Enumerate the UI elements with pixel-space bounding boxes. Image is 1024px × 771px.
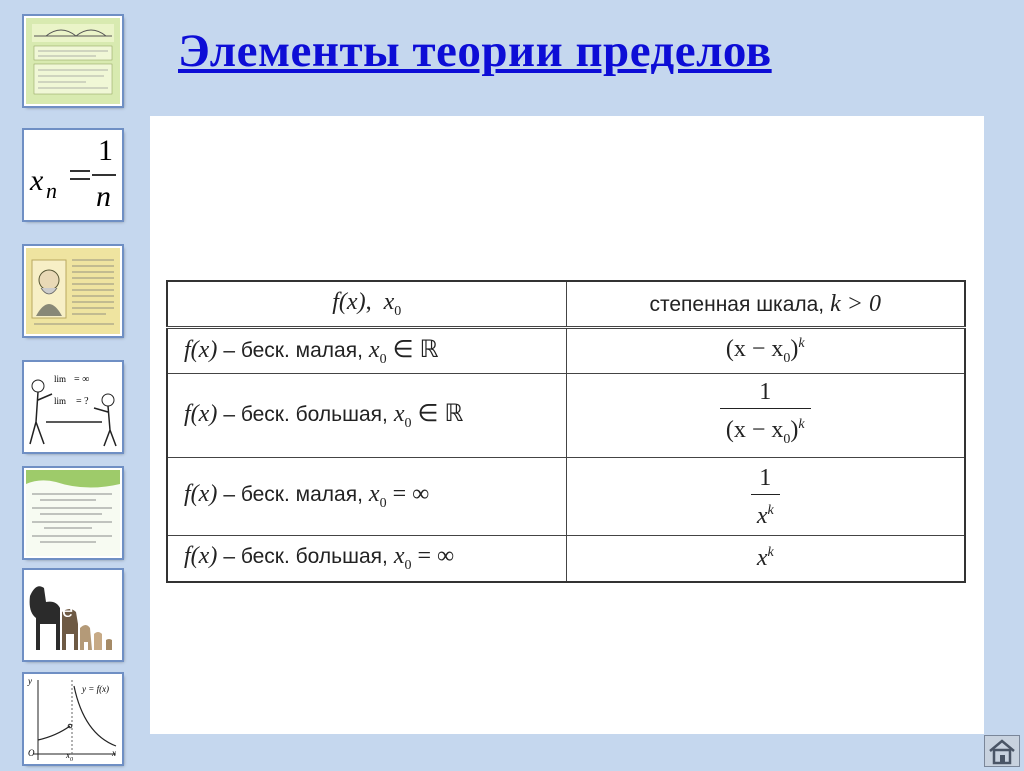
row3-right xyxy=(566,458,965,536)
formula-x: x xyxy=(30,164,44,197)
row2-den-close: ) xyxy=(790,416,799,443)
portrait-illustration xyxy=(26,248,120,334)
row3-fraction xyxy=(751,462,780,532)
row2-numerator: 1 xyxy=(720,376,811,409)
row1-point: x xyxy=(368,336,380,363)
row4-point: x xyxy=(393,542,405,569)
row2-denominator xyxy=(720,409,811,456)
header-scale-label: степенная шкала, xyxy=(649,292,825,316)
row4-left xyxy=(167,536,566,582)
header-left-cell: f(x), $x_0$ xyxy=(167,281,566,328)
row1-scale-sub: 0 xyxy=(783,350,791,366)
power-scale-table xyxy=(166,280,966,583)
row2-point: x xyxy=(393,401,405,428)
row1-left xyxy=(167,328,566,374)
graph-origin-label: O xyxy=(28,748,35,758)
row3-den-exp: k xyxy=(767,502,774,518)
row1-scale-base: (x − x xyxy=(725,335,784,362)
number-line-illustration xyxy=(26,18,120,104)
thumbnail-text-rules[interactable] xyxy=(24,468,122,558)
row2-sub: 0 xyxy=(404,415,412,431)
row4-kind: – беск. большая, xyxy=(223,544,388,568)
svg-text:= ∞: = ∞ xyxy=(74,374,90,385)
cartoon-illustration xyxy=(26,364,120,450)
header-right-cell xyxy=(566,281,965,328)
thumbnail-sequence-formula[interactable] xyxy=(24,130,122,220)
row2-den-base: (x − x xyxy=(725,416,784,443)
table-row xyxy=(167,458,965,536)
row4-scale-exp: k xyxy=(767,544,774,560)
graph-x0-sub: 0 xyxy=(70,756,73,763)
header-point: x xyxy=(383,288,395,315)
table-row xyxy=(167,374,965,458)
row3-point: x xyxy=(368,481,380,508)
home-icon xyxy=(985,736,1019,766)
row3-func: f(x) xyxy=(184,481,218,508)
row2-den-exp: k xyxy=(798,416,805,432)
row1-kind: – беск. малая, xyxy=(223,338,363,362)
graph-x0-text: x xyxy=(66,750,70,760)
graph-x-axis-label: x xyxy=(112,748,116,758)
thumbnail-mathematician[interactable] xyxy=(24,246,122,336)
formula-equals xyxy=(70,170,90,172)
row2-fraction xyxy=(720,376,811,456)
sequence-formula xyxy=(26,132,120,218)
row4-sub: 0 xyxy=(404,557,412,573)
text-rules-illustration xyxy=(26,470,120,556)
row2-func: f(x) xyxy=(184,401,218,428)
thumbnail-dogs-scale[interactable] xyxy=(24,570,122,660)
svg-text:lim: lim xyxy=(54,396,67,406)
row3-denominator xyxy=(751,495,780,532)
row2-left xyxy=(167,374,566,458)
row2-kind: – беск. большая, xyxy=(223,403,388,427)
graph-y-axis-label: y xyxy=(28,676,32,686)
row1-scale-exp: k xyxy=(798,335,805,351)
row2-right xyxy=(566,374,965,458)
graph-label: y = f(x) xyxy=(82,684,110,694)
row3-rel: = ∞ xyxy=(392,481,430,508)
row1-right xyxy=(566,328,965,374)
row3-left xyxy=(167,458,566,536)
dogs-overlay-letter: e xyxy=(62,600,74,622)
row1-scale-close: ) xyxy=(790,335,799,362)
row3-numerator: 1 xyxy=(751,462,780,495)
header-func: f(x) xyxy=(332,288,366,315)
row4-rel: = ∞ xyxy=(417,542,455,569)
header-point-sub: 0 xyxy=(394,303,402,319)
row1-rel: ∈ ℝ xyxy=(392,336,439,363)
row2-den-sub: 0 xyxy=(783,431,791,447)
formula-fraction-bar xyxy=(92,174,116,176)
formula-denominator: n xyxy=(96,180,111,213)
content-panel xyxy=(150,116,984,734)
thumbnail-cartoon-limits[interactable] xyxy=(24,362,122,452)
row2-rel: ∈ ℝ xyxy=(417,401,464,428)
formula-n: n xyxy=(46,178,57,203)
row1-sub: 0 xyxy=(379,351,387,367)
row3-den-base: x xyxy=(756,502,768,529)
row4-scale-base: x xyxy=(756,544,768,571)
svg-text:lim: lim xyxy=(54,374,67,384)
table-row xyxy=(167,328,965,374)
row1-func: f(x) xyxy=(184,336,218,363)
header-condition: k > 0 xyxy=(830,290,881,317)
thumbnail-number-line[interactable] xyxy=(24,16,122,106)
svg-text:= ?: = ? xyxy=(76,396,89,407)
thumbnail-graph[interactable] xyxy=(24,674,122,764)
row4-func: f(x) xyxy=(184,542,218,569)
row3-sub: 0 xyxy=(379,495,387,511)
home-button[interactable] xyxy=(984,735,1020,767)
row4-right xyxy=(566,536,965,582)
row3-kind: – беск. малая, xyxy=(223,483,363,507)
table-row xyxy=(167,536,965,582)
formula-equals-2 xyxy=(70,178,90,180)
page-title: Элементы теории пределов xyxy=(178,25,772,77)
table-header-row xyxy=(167,281,965,328)
formula-numerator: 1 xyxy=(98,134,113,167)
graph-x0-label xyxy=(66,750,73,763)
